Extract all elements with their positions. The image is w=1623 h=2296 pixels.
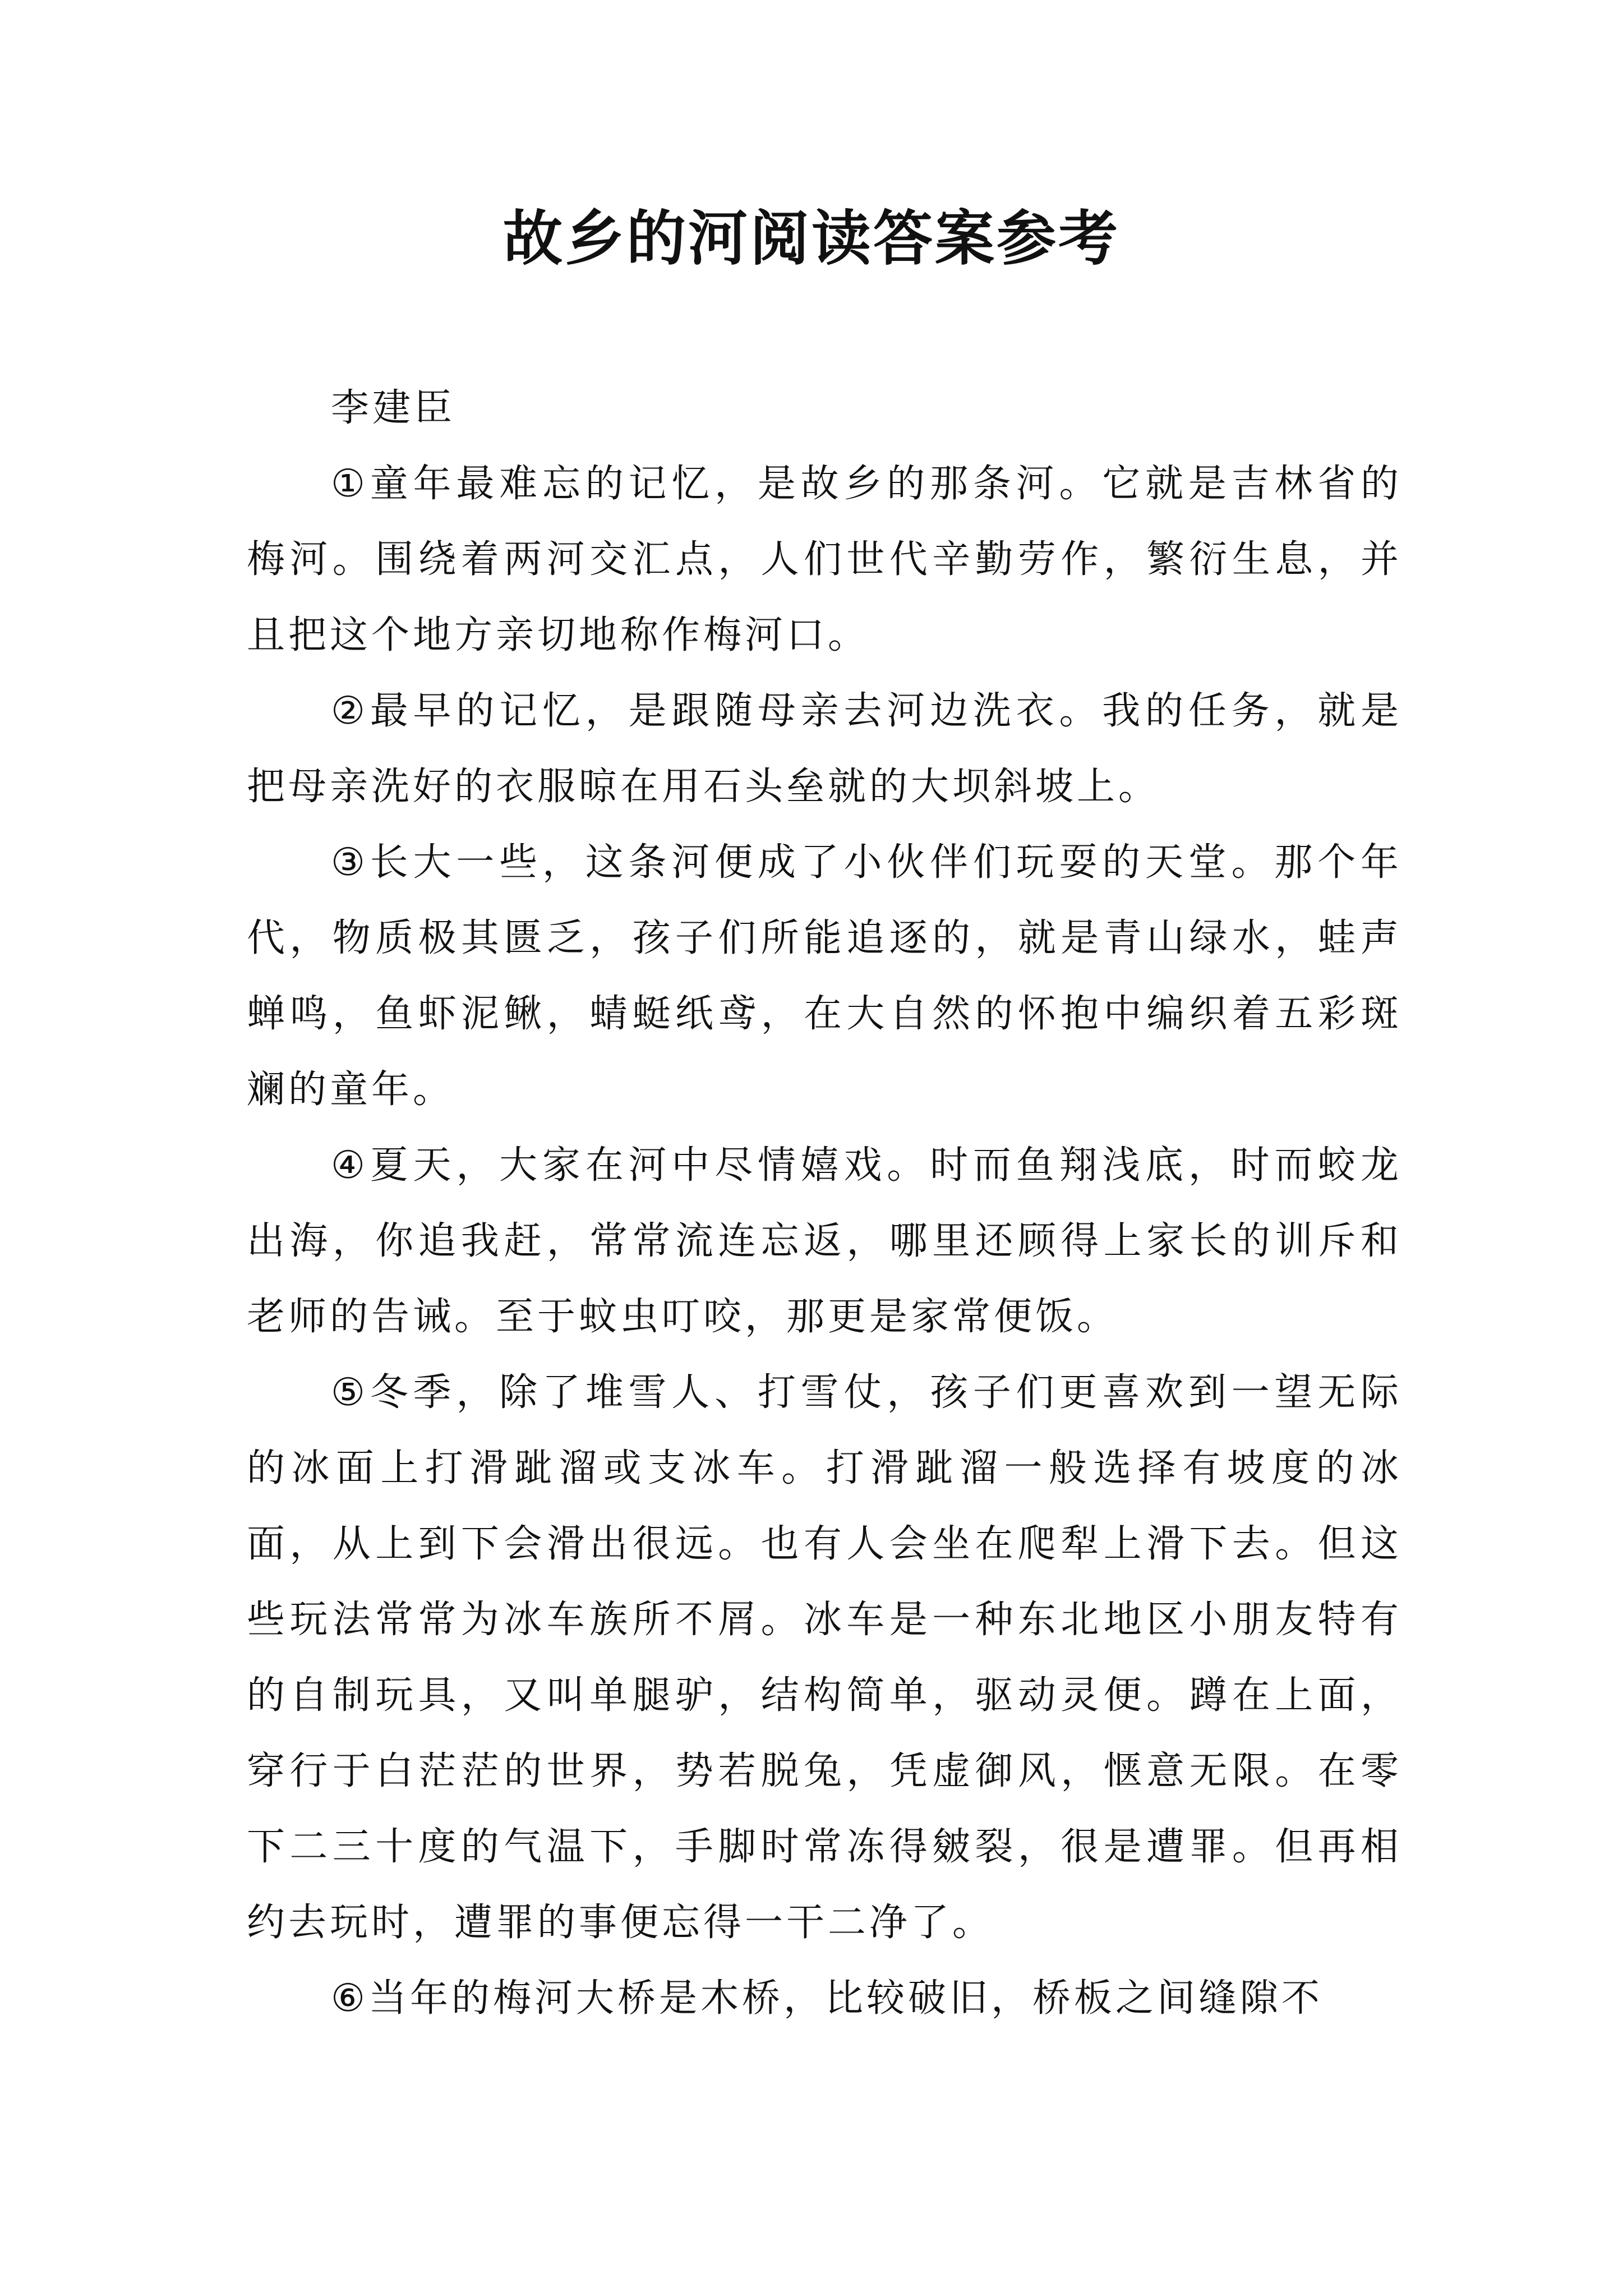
paragraph-3: ③长大一些，这条河便成了小伙伴们玩耍的天堂。那个年代，物质极其匮乏，孩子们所能追逐的，就是青山绿水，蛙声蝉鸣，鱼虾泥鳅，蜻蜓纸鸢，在大自然的怀抱中编织着五彩斑斓的童年。 (247, 840, 1402, 1112)
paragraph-1: ①童年最难忘的记忆，是故乡的那条河。它就是吉林省的梅河。围绕着两河交汇点，人们世代辛勤劳作，繁衍生息，并且把这个地方亲切地称作梅河口。 (247, 462, 1402, 657)
paragraph-5: ⑤冬季，除了堆雪人、打雪仗，孩子们更喜欢到一望无际的冰面上打滑跐溜或支冰车。打滑跐溜一般选择有坡度的冰面，从上到下会滑出很远。也有人会坐在爬犁上滑下去。但这些玩法常常为冰车族所不屑。冰车是一种东北地区小朋友特有的自制玩具，又叫单腿驴，结构简单，驱动灵便。蹲在上面，穿行于白茫茫的世界，势若脱兔，凭虚御风，惬意无限。在零下二三十度的气温下，手脚时常冻得皴裂，很是遭罪。但再相约去玩时，遭罪的事便忘得一干二净了。 (247, 1370, 1402, 1945)
document-title: 故乡的河阅读答案参考 (503, 203, 1120, 273)
paragraph-2: ②最早的记忆，是跟随母亲去河边洗衣。我的任务，就是把母亲洗好的衣服晾在用石头垒就的大坝斜坡上。 (247, 689, 1402, 809)
author-name: 李建臣 (331, 386, 456, 430)
paragraph-6: ⑥当年的梅河大桥是木桥，比较破旧，桥板之间缝隙不 (331, 1976, 1323, 2021)
paragraph-4: ④夏天，大家在河中尽情嬉戏。时而鱼翔浅底，时而蛟龙出海，你追我赶，常常流连忘返，哪里还顾得上家长的训斥和老师的告诫。至于蚊虫叮咬，那更是家常便饭。 (247, 1143, 1402, 1339)
article-body (247, 370, 1402, 2036)
